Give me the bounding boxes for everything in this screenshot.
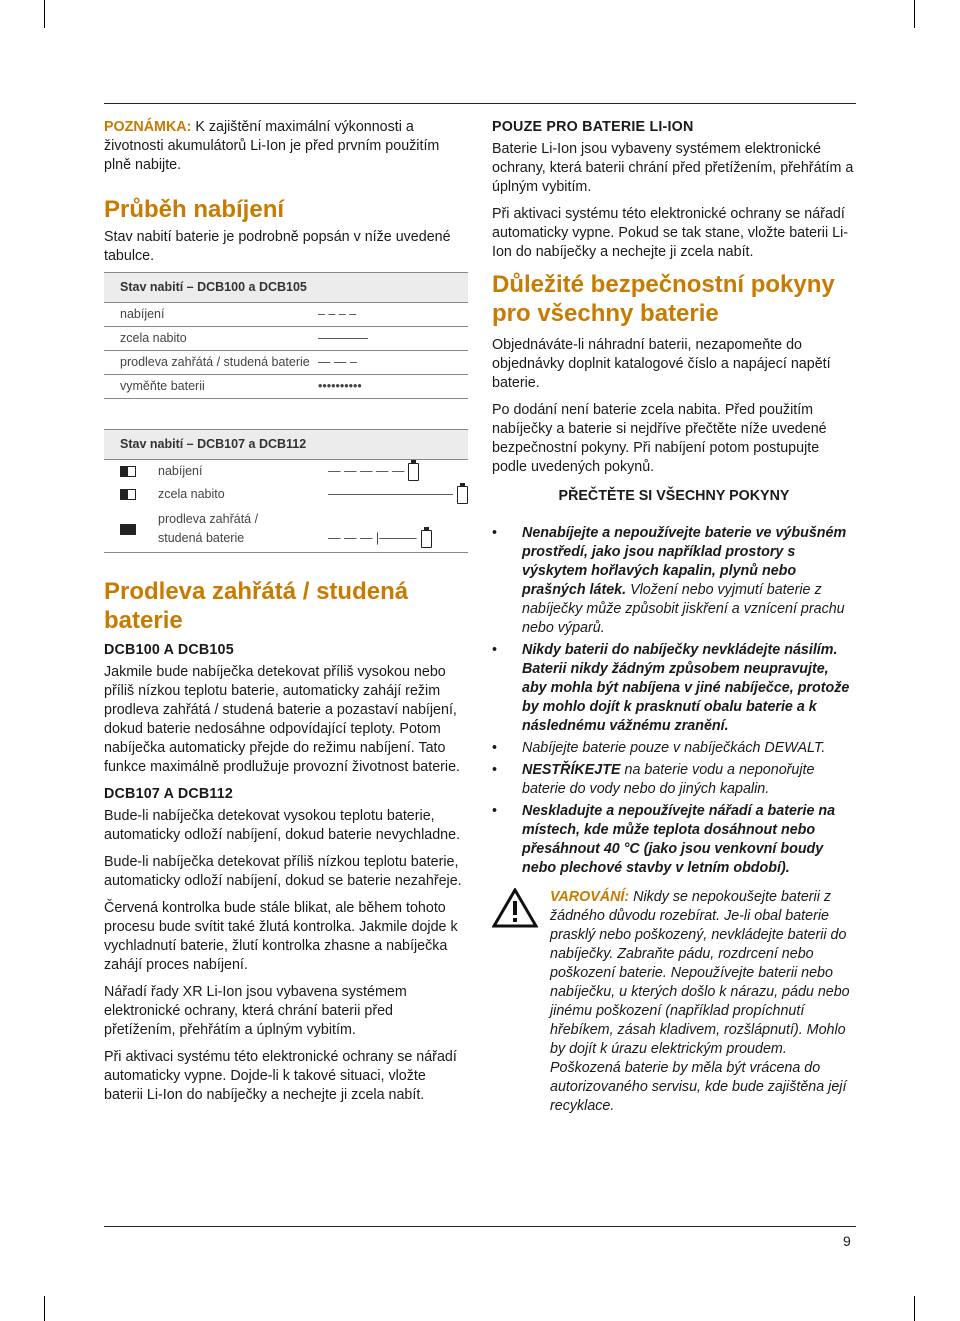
table-row: nabíjení — — — — — [104,460,468,484]
bullet-icon: • [492,740,498,756]
bullet-icon: • [492,762,498,778]
crop-mark-right [914,0,915,28]
paragraph: Nářadí řady XR Li-Ion jsou vybavena systémem elektronické ochrany, která chrání baterii před přetížením, přehřátím a úplným vybitím. [104,984,407,1038]
paragraph: Červená kontrolka bude stále blikat, ale během tohoto procesu bude svítit také žlutá kontrolka. Jakmile dojde k vychladnutí baterie, žlutí kontrolka zhasne a nabíječka zahájí proces nabíjení. [104,900,458,973]
heading-safety: Důležité bezpečnostní pokyny pro všechny baterie [492,271,835,327]
bullet-icon: • [492,803,498,819]
warning-triangle-icon [492,888,538,928]
subheading-dcb107: DCB107 A DCB112 [104,786,234,802]
crop-mark-right-bottom [914,1296,915,1321]
left-column [104,118,468,1113]
crop-mark-left-bottom [44,1296,45,1321]
heading-delay: Prodleva zahřátá / studená baterie [104,578,409,634]
table1-title: Stav nabití – DCB100 a DCB105 [104,273,468,303]
list-item: • Nikdy baterii do nabíječky nevkládejte násilím. Baterii nikdy žádným způsobem neupravujte, aby mohla být nabíjena v jiné nabíječce, protože by mohlo dojít k prasknutí obalu baterie a k následnému vážnému zranění. [492,642,850,734]
thermometer-icon [421,530,432,548]
page-number: 9 [843,1233,851,1249]
paragraph: Bude-li nabíječka detekovat příliš nízkou teplotu baterie, automaticky odloží nabíjení, dokud se baterie nezahřeje. [104,854,462,889]
battery-icon [408,463,419,481]
paragraph: Při aktivaci systému této elektronické ochrany se nářadí automaticky vypne. Dojde-li k takové situaci, vložte baterii Li-Ion do nabíječky a nechejte ji zcela nabít. [104,1049,457,1103]
crop-mark-left [44,0,45,28]
note-label: POZNÁMKA: [104,119,192,135]
indicator-full-icon [120,524,136,535]
status-table-dcb100 [104,272,468,399]
indicator-half-icon [120,489,136,500]
table-row: zcela nabito —————————— [104,483,468,506]
right-column [492,118,856,1116]
subheading-dcb100: DCB100 A DCB105 [104,642,234,658]
warning-label: VAROVÁNÍ: [550,889,630,905]
table2-title: Stav nabití – DCB107 a DCB112 [104,430,468,460]
top-rule [104,103,856,104]
list-item: • Neskladujte a nepoužívejte nářadí a baterie na místech, kde může teplota dosáhnout nebo přesáhnout 40 °C (jako jsou venkovní boudy nebo plechové stavby v letním období). [492,803,836,876]
note-paragraph [104,118,468,175]
subheading-liion: POUZE PRO BATERIE LI-ION [492,119,694,135]
paragraph: Baterie Li-Ion jsou vybaveny systémem elektronické ochrany, která baterii chrání před přetížením, přehřátím a úplným vybitím. [492,141,854,195]
bottom-rule [104,1226,856,1227]
battery-full-icon [457,486,468,504]
bullet-icon: • [492,525,498,541]
paragraph: Při aktivaci systému této elektronické ochrany se nářadí automaticky vypne. Pokud se tak stane, vložte baterii Li-Ion do nabíječky a nechejte ji zcela nabít. [492,206,849,260]
charging-intro: Stav nabití baterie je podrobně popsán v níže uvedené tabulce. [104,229,451,264]
paragraph: Objednáváte-li náhradní baterii, nezapomeňte do objednávky doplnit katalogové číslo a napájecí napětí baterie. [492,337,831,391]
table-row: prodleva zahřátá / studená baterie — — – [104,351,468,375]
list-item: • Nenabíjejte a nepoužívejte baterie ve výbušném prostředí, jako jsou například prostory s výskytem hořlavých kapalin, plynů nebo prašných látek. Vložení nebo vyjmutí baterie z nabíječky může způsobit jiskření a vznícení prachu nebo výparů. [492,525,847,636]
safety-list [492,524,856,878]
status-table-dcb107 [104,429,468,553]
table-row: prodleva zahřátá / studená baterie — — — |——— [104,506,468,553]
bullet-icon: • [492,642,498,658]
table-row: vyměňte baterii •••••••••• [104,375,468,399]
paragraph: Bude-li nabíječka detekovat vysokou teplotu baterie, automaticky odloží nabíjení, dokud baterie nevychladne. [104,808,461,843]
table-row: nabíjení – – – – [104,303,468,327]
list-item: • Nabíjejte baterie pouze v nabíječkách DEWALT. [492,740,826,756]
paragraph: Jakmile bude nabíječka detekovat příliš vysokou nebo příliš nízkou teplotu baterie, automaticky zahájí režim prodleva zahřátá / studená baterie a pozastaví nabíjení, dokud baterie nedosáhne odpovídající teploty. Potom nabíječka automaticky přejde do režimu nabíjení. Tato funkce maximálně prodlužuje provozní životnost baterie. [104,664,461,775]
list-item: • NESTŘÍKEJTE na baterie vodu a neponořujte baterie do vody nebo do jiných kapalin. [492,762,815,797]
note-text: K zajištění maximální výkonnosti a životnosti akumulátorů Li-Ion je před prvním použitím plně nabijte. [104,119,440,173]
warning-block [492,888,856,1116]
heading-charging: Průběh nabíjení [104,196,285,223]
read-all-heading: PŘEČTĚTE SI VŠECHNY POKYNY [558,488,790,504]
paragraph: Po dodání není baterie zcela nabita. Před použitím nabíječky a baterie si nejdříve přečtěte níže uvedené bezpečnostní pokyny. Při nabíjení potom postupujte podle uvedených pokynů. [492,402,827,475]
indicator-half-icon [120,466,136,477]
warning-text: Nikdy se nepokoušejte baterii z žádného důvodu rozebírat. Je-li obal baterie prasklý nebo poškozený, nevkládejte baterii do nabíječky. Zabraňte pádu, rozdrcení nebo poškození baterie. Nepoužívejte baterii nebo nabíječku, u kterých došlo k nárazu, pádu nebo jinému poškození (například propíchnutí hřebíkem, zásah kladivem, rozšlápnutí). Mohlo by dojít k úrazu elektrickým proudem. Poškozená baterie by měla být vrácena do autorizovaného servisu, kde bude zajištěna její recyklace. [550,889,850,1114]
table-row: zcela nabito ———— [104,327,468,351]
